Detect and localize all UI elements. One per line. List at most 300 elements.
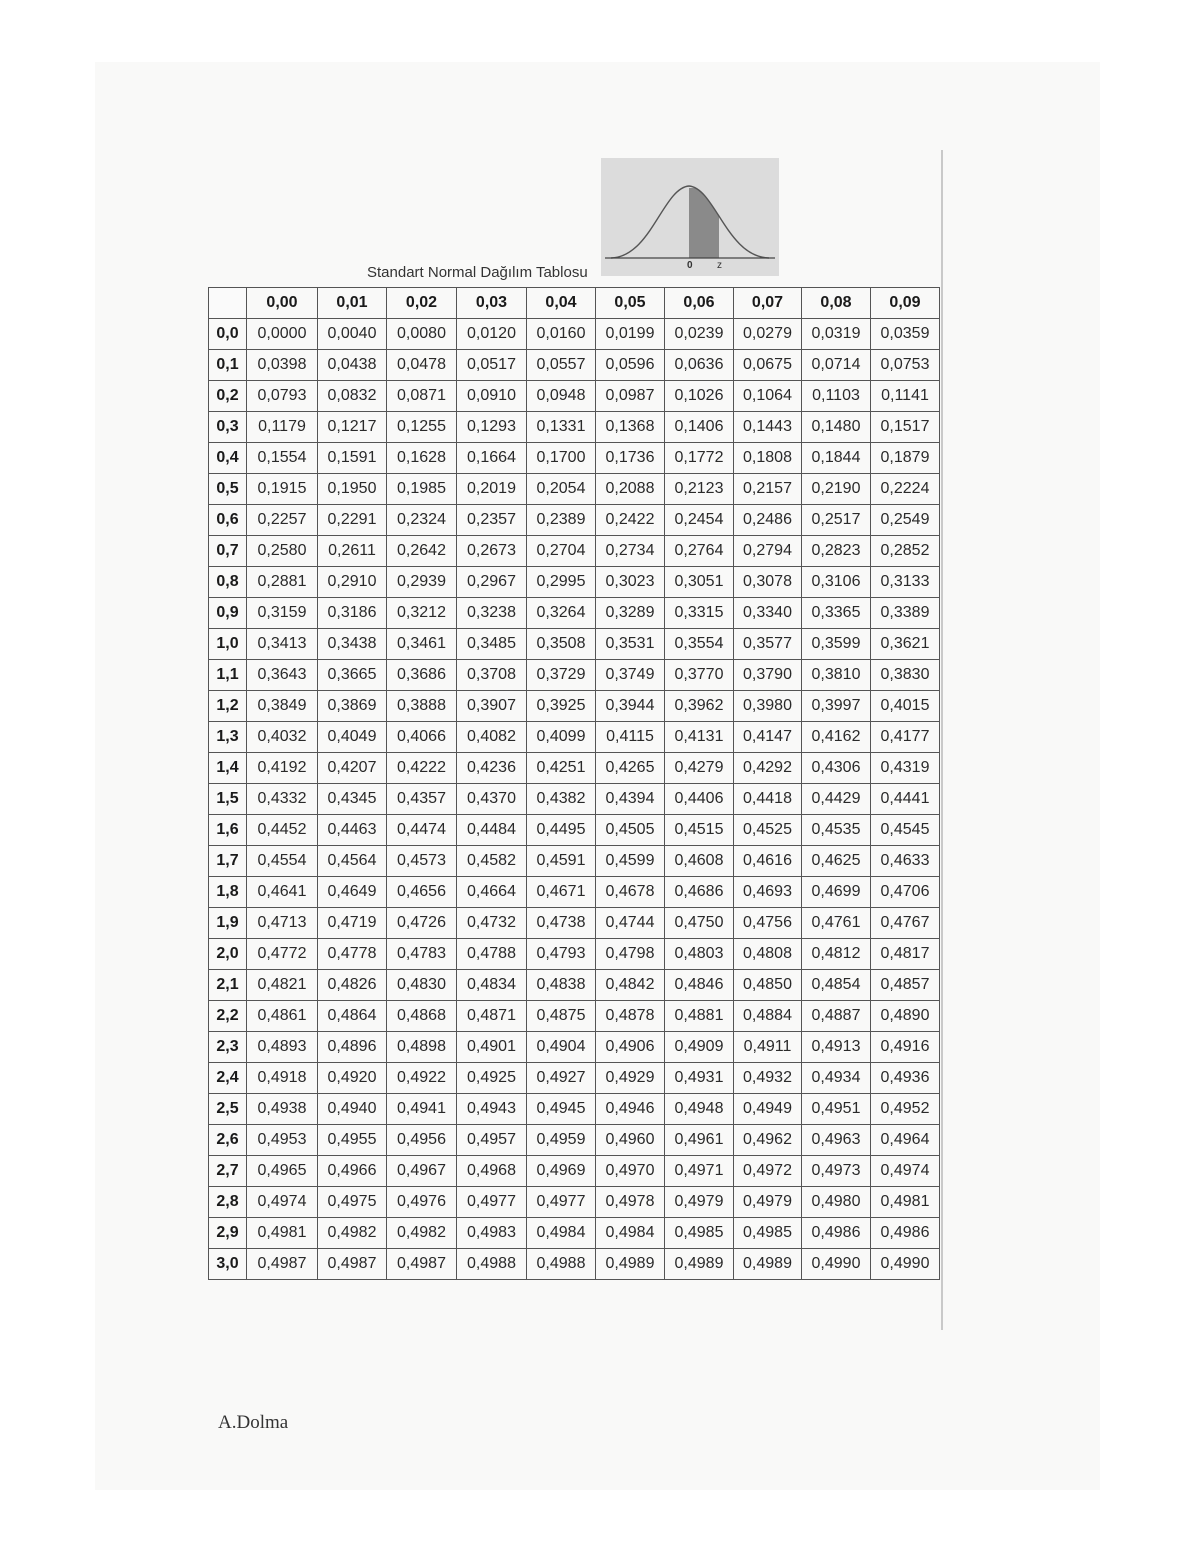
table-cell: 0,4980 <box>802 1187 871 1218</box>
row-header: 0,3 <box>209 412 247 443</box>
table-cell: 0,3485 <box>457 629 527 660</box>
table-cell: 0,4756 <box>734 908 802 939</box>
table-row <box>209 1094 940 1125</box>
table-cell: 0,4981 <box>871 1187 940 1218</box>
table-cell: 0,4599 <box>596 846 665 877</box>
column-header: 0,07 <box>734 288 802 319</box>
normal-curve-icon <box>601 158 779 276</box>
table-cell: 0,4382 <box>527 784 596 815</box>
table-cell: 0,4608 <box>665 846 734 877</box>
table-cell: 0,1443 <box>734 412 802 443</box>
table-cell: 0,4986 <box>871 1218 940 1249</box>
table-row <box>209 474 940 505</box>
table-cell: 0,4961 <box>665 1125 734 1156</box>
table-cell: 0,4983 <box>457 1218 527 1249</box>
table-cell: 0,0239 <box>665 319 734 350</box>
table-row <box>209 691 940 722</box>
table-cell: 0,4525 <box>734 815 802 846</box>
table-cell: 0,0080 <box>387 319 457 350</box>
row-header: 0,0 <box>209 319 247 350</box>
table-cell: 0,4778 <box>318 939 387 970</box>
table-cell: 0,4279 <box>665 753 734 784</box>
table-row <box>209 722 940 753</box>
table-cell: 0,0987 <box>596 381 665 412</box>
table-cell: 0,0596 <box>596 350 665 381</box>
table-cell: 0,1808 <box>734 443 802 474</box>
table-cell: 0,4988 <box>527 1249 596 1280</box>
row-header: 2,8 <box>209 1187 247 1218</box>
table-cell: 0,3365 <box>802 598 871 629</box>
table-row <box>209 1001 940 1032</box>
table-title: Standart Normal Dağılım Tablosu <box>367 264 588 281</box>
table-cell: 0,4990 <box>871 1249 940 1280</box>
row-header: 2,0 <box>209 939 247 970</box>
table-cell: 0,4505 <box>596 815 665 846</box>
table-cell: 0,4744 <box>596 908 665 939</box>
table-cell: 0,4955 <box>318 1125 387 1156</box>
table-cell: 0,4987 <box>318 1249 387 1280</box>
table-cell: 0,4982 <box>318 1218 387 1249</box>
row-header: 2,3 <box>209 1032 247 1063</box>
table-cell: 0,1255 <box>387 412 457 443</box>
table-cell: 0,3186 <box>318 598 387 629</box>
row-header: 1,6 <box>209 815 247 846</box>
table-cell: 0,2580 <box>247 536 318 567</box>
table-cell: 0,3315 <box>665 598 734 629</box>
table-cell: 0,4970 <box>596 1156 665 1187</box>
table-cell: 0,3944 <box>596 691 665 722</box>
table-cell: 0,1664 <box>457 443 527 474</box>
table-cell: 0,0000 <box>247 319 318 350</box>
table-row <box>209 1032 940 1063</box>
table-cell: 0,4147 <box>734 722 802 753</box>
table-cell: 0,3980 <box>734 691 802 722</box>
table-cell: 0,0832 <box>318 381 387 412</box>
table-cell: 0,2389 <box>527 505 596 536</box>
table-cell: 0,4918 <box>247 1063 318 1094</box>
table-row <box>209 784 940 815</box>
table-cell: 0,0279 <box>734 319 802 350</box>
table-cell: 0,3133 <box>871 567 940 598</box>
table-cell: 0,4554 <box>247 846 318 877</box>
table-cell: 0,3106 <box>802 567 871 598</box>
table-cell: 0,4032 <box>247 722 318 753</box>
table-cell: 0,3708 <box>457 660 527 691</box>
table-cell: 0,4987 <box>247 1249 318 1280</box>
table-cell: 0,4962 <box>734 1125 802 1156</box>
table-cell: 0,4898 <box>387 1032 457 1063</box>
row-header: 0,1 <box>209 350 247 381</box>
table-cell: 0,3997 <box>802 691 871 722</box>
table-cell: 0,2734 <box>596 536 665 567</box>
table-cell: 0,3621 <box>871 629 940 660</box>
column-header: 0,09 <box>871 288 940 319</box>
table-cell: 0,4934 <box>802 1063 871 1094</box>
table-row <box>209 1249 940 1280</box>
table-cell: 0,1736 <box>596 443 665 474</box>
table-cell: 0,4945 <box>527 1094 596 1125</box>
table-cell: 0,1293 <box>457 412 527 443</box>
table-cell: 0,4649 <box>318 877 387 908</box>
table-cell: 0,4357 <box>387 784 457 815</box>
table-cell: 0,4693 <box>734 877 802 908</box>
table-cell: 0,1950 <box>318 474 387 505</box>
table-cell: 0,1406 <box>665 412 734 443</box>
table-cell: 0,4871 <box>457 1001 527 1032</box>
table-cell: 0,4979 <box>665 1187 734 1218</box>
table-cell: 0,4099 <box>527 722 596 753</box>
table-cell: 0,0120 <box>457 319 527 350</box>
table-row <box>209 908 940 939</box>
table-cell: 0,2486 <box>734 505 802 536</box>
table-cell: 0,1915 <box>247 474 318 505</box>
table-cell: 0,4893 <box>247 1032 318 1063</box>
shaded-area <box>689 188 719 260</box>
table-cell: 0,4515 <box>665 815 734 846</box>
table-cell: 0,1591 <box>318 443 387 474</box>
table-cell: 0,3389 <box>871 598 940 629</box>
table-cell: 0,3289 <box>596 598 665 629</box>
table-cell: 0,4857 <box>871 970 940 1001</box>
table-cell: 0,4783 <box>387 939 457 970</box>
table-cell: 0,4904 <box>527 1032 596 1063</box>
table-row <box>209 1187 940 1218</box>
table-cell: 0,1700 <box>527 443 596 474</box>
table-cell: 0,4936 <box>871 1063 940 1094</box>
table-cell: 0,3869 <box>318 691 387 722</box>
row-header: 0,6 <box>209 505 247 536</box>
table-cell: 0,4732 <box>457 908 527 939</box>
table-cell: 0,4699 <box>802 877 871 908</box>
table-cell: 0,4332 <box>247 784 318 815</box>
table-cell: 0,4974 <box>247 1187 318 1218</box>
table-cell: 0,3051 <box>665 567 734 598</box>
column-header: 0,06 <box>665 288 734 319</box>
table-cell: 0,4798 <box>596 939 665 970</box>
table-cell: 0,4965 <box>247 1156 318 1187</box>
table-cell: 0,0675 <box>734 350 802 381</box>
table-cell: 0,2995 <box>527 567 596 598</box>
table-cell: 0,4890 <box>871 1001 940 1032</box>
table-cell: 0,3599 <box>802 629 871 660</box>
table-cell: 0,3159 <box>247 598 318 629</box>
table-cell: 0,0040 <box>318 319 387 350</box>
table-cell: 0,4573 <box>387 846 457 877</box>
table-cell: 0,4985 <box>734 1218 802 1249</box>
row-header: 2,5 <box>209 1094 247 1125</box>
table-row <box>209 660 940 691</box>
table-cell: 0,4616 <box>734 846 802 877</box>
column-header: 0,05 <box>596 288 665 319</box>
table-row <box>209 505 940 536</box>
table-cell: 0,4940 <box>318 1094 387 1125</box>
table-cell: 0,0517 <box>457 350 527 381</box>
table-cell: 0,0478 <box>387 350 457 381</box>
table-row <box>209 877 940 908</box>
table-cell: 0,4922 <box>387 1063 457 1094</box>
table-row <box>209 1125 940 1156</box>
table-cell: 0,4834 <box>457 970 527 1001</box>
table-cell: 0,4972 <box>734 1156 802 1187</box>
table-row <box>209 1156 940 1187</box>
table-cell: 0,4901 <box>457 1032 527 1063</box>
table-cell: 0,4931 <box>665 1063 734 1094</box>
table-cell: 0,4015 <box>871 691 940 722</box>
table-cell: 0,3830 <box>871 660 940 691</box>
table-row <box>209 970 940 1001</box>
table-cell: 0,1480 <box>802 412 871 443</box>
table-cell: 0,3790 <box>734 660 802 691</box>
table-cell: 0,3686 <box>387 660 457 691</box>
normal-curve-figure <box>601 158 779 276</box>
table-cell: 0,1103 <box>802 381 871 412</box>
table-cell: 0,3962 <box>665 691 734 722</box>
table-cell: 0,4964 <box>871 1125 940 1156</box>
table-cell: 0,4418 <box>734 784 802 815</box>
table-cell: 0,4948 <box>665 1094 734 1125</box>
table-cell: 0,4969 <box>527 1156 596 1187</box>
table-cell: 0,0714 <box>802 350 871 381</box>
table-cell: 0,4971 <box>665 1156 734 1187</box>
table-cell: 0,4177 <box>871 722 940 753</box>
table-cell: 0,3264 <box>527 598 596 629</box>
table-cell: 0,1628 <box>387 443 457 474</box>
table-cell: 0,4656 <box>387 877 457 908</box>
table-cell: 0,4985 <box>665 1218 734 1249</box>
table-cell: 0,4236 <box>457 753 527 784</box>
table-row <box>209 598 940 629</box>
table-cell: 0,3770 <box>665 660 734 691</box>
table-cell: 0,4952 <box>871 1094 940 1125</box>
row-header: 0,7 <box>209 536 247 567</box>
row-header: 3,0 <box>209 1249 247 1280</box>
table-cell: 0,4850 <box>734 970 802 1001</box>
table-cell: 0,4452 <box>247 815 318 846</box>
table-cell: 0,4319 <box>871 753 940 784</box>
table-cell: 0,2291 <box>318 505 387 536</box>
table-cell: 0,3925 <box>527 691 596 722</box>
table-cell: 0,4495 <box>527 815 596 846</box>
table-cell: 0,1217 <box>318 412 387 443</box>
table-cell: 0,2224 <box>871 474 940 505</box>
table-cell: 0,4968 <box>457 1156 527 1187</box>
table-cell: 0,1331 <box>527 412 596 443</box>
table-cell: 0,3810 <box>802 660 871 691</box>
table-cell: 0,4986 <box>802 1218 871 1249</box>
table-cell: 0,4049 <box>318 722 387 753</box>
table-cell: 0,4788 <box>457 939 527 970</box>
table-cell: 0,2517 <box>802 505 871 536</box>
table-cell: 0,4706 <box>871 877 940 908</box>
table-cell: 0,1517 <box>871 412 940 443</box>
table-cell: 0,4963 <box>802 1125 871 1156</box>
table-cell: 0,4738 <box>527 908 596 939</box>
table-cell: 0,2019 <box>457 474 527 505</box>
table-cell: 0,1141 <box>871 381 940 412</box>
table-cell: 0,4830 <box>387 970 457 1001</box>
table-cell: 0,0871 <box>387 381 457 412</box>
table-cell: 0,4441 <box>871 784 940 815</box>
table-cell: 0,4678 <box>596 877 665 908</box>
table-cell: 0,4979 <box>734 1187 802 1218</box>
page-edge-line <box>941 150 943 1330</box>
table-row <box>209 846 940 877</box>
table-cell: 0,4966 <box>318 1156 387 1187</box>
table-cell: 0,4977 <box>527 1187 596 1218</box>
table-cell: 0,4750 <box>665 908 734 939</box>
table-cell: 0,0636 <box>665 350 734 381</box>
table-cell: 0,4974 <box>871 1156 940 1187</box>
table-cell: 0,4761 <box>802 908 871 939</box>
table-cell: 0,4803 <box>665 939 734 970</box>
row-header: 1,7 <box>209 846 247 877</box>
row-header: 2,1 <box>209 970 247 1001</box>
table-cell: 0,4953 <box>247 1125 318 1156</box>
table-cell: 0,4960 <box>596 1125 665 1156</box>
table-cell: 0,3849 <box>247 691 318 722</box>
table-row <box>209 381 940 412</box>
table-cell: 0,4394 <box>596 784 665 815</box>
table-cell: 0,3907 <box>457 691 527 722</box>
table-row <box>209 536 940 567</box>
table-cell: 0,4932 <box>734 1063 802 1094</box>
table-cell: 0,4973 <box>802 1156 871 1187</box>
table-cell: 0,3888 <box>387 691 457 722</box>
table-cell: 0,0910 <box>457 381 527 412</box>
table-cell: 0,4987 <box>387 1249 457 1280</box>
table-row <box>209 319 940 350</box>
table-cell: 0,4066 <box>387 722 457 753</box>
row-header: 2,4 <box>209 1063 247 1094</box>
table-cell: 0,4975 <box>318 1187 387 1218</box>
table-cell: 0,4370 <box>457 784 527 815</box>
table-cell: 0,4545 <box>871 815 940 846</box>
table-cell: 0,4713 <box>247 908 318 939</box>
table-cell: 0,0438 <box>318 350 387 381</box>
table-cell: 0,4633 <box>871 846 940 877</box>
column-header: 0,02 <box>387 288 457 319</box>
table-cell: 0,4978 <box>596 1187 665 1218</box>
table-cell: 0,4821 <box>247 970 318 1001</box>
table-cell: 0,3340 <box>734 598 802 629</box>
table-cell: 0,4864 <box>318 1001 387 1032</box>
table-cell: 0,4564 <box>318 846 387 877</box>
row-header: 1,8 <box>209 877 247 908</box>
table-cell: 0,0199 <box>596 319 665 350</box>
row-header: 1,2 <box>209 691 247 722</box>
table-cell: 0,0319 <box>802 319 871 350</box>
table-cell: 0,4641 <box>247 877 318 908</box>
table-cell: 0,3643 <box>247 660 318 691</box>
table-cell: 0,2454 <box>665 505 734 536</box>
table-cell: 0,3554 <box>665 629 734 660</box>
table-cell: 0,4772 <box>247 939 318 970</box>
table-cell: 0,4875 <box>527 1001 596 1032</box>
table-cell: 0,4989 <box>734 1249 802 1280</box>
table-cell: 0,4838 <box>527 970 596 1001</box>
table-cell: 0,4842 <box>596 970 665 1001</box>
table-cell: 0,4938 <box>247 1094 318 1125</box>
table-cell: 0,2549 <box>871 505 940 536</box>
table-cell: 0,3212 <box>387 598 457 629</box>
table-cell: 0,0398 <box>247 350 318 381</box>
table-cell: 0,2257 <box>247 505 318 536</box>
table-cell: 0,4429 <box>802 784 871 815</box>
table-cell: 0,4474 <box>387 815 457 846</box>
table-cell: 0,4292 <box>734 753 802 784</box>
table-cell: 0,2910 <box>318 567 387 598</box>
table-cell: 0,4719 <box>318 908 387 939</box>
table-cell: 0,4984 <box>596 1218 665 1249</box>
table-cell: 0,2054 <box>527 474 596 505</box>
table-cell: 0,4793 <box>527 939 596 970</box>
table-cell: 0,4115 <box>596 722 665 753</box>
table-cell: 0,4082 <box>457 722 527 753</box>
row-header: 2,7 <box>209 1156 247 1187</box>
table-cell: 0,4826 <box>318 970 387 1001</box>
table-row <box>209 753 940 784</box>
row-header: 2,6 <box>209 1125 247 1156</box>
table-cell: 0,2823 <box>802 536 871 567</box>
table-cell: 0,4207 <box>318 753 387 784</box>
table-cell: 0,2704 <box>527 536 596 567</box>
table-cell: 0,3413 <box>247 629 318 660</box>
table-cell: 0,3023 <box>596 567 665 598</box>
table-cell: 0,2422 <box>596 505 665 536</box>
table-cell: 0,4131 <box>665 722 734 753</box>
table-cell: 0,4896 <box>318 1032 387 1063</box>
table-cell: 0,4982 <box>387 1218 457 1249</box>
table-cell: 0,3729 <box>527 660 596 691</box>
table-cell: 0,1026 <box>665 381 734 412</box>
table-cell: 0,4812 <box>802 939 871 970</box>
table-cell: 0,2673 <box>457 536 527 567</box>
table-cell: 0,2881 <box>247 567 318 598</box>
table-row <box>209 350 940 381</box>
table-cell: 0,4582 <box>457 846 527 877</box>
table-cell: 0,4463 <box>318 815 387 846</box>
table-cell: 0,4977 <box>457 1187 527 1218</box>
corner-cell <box>209 288 247 319</box>
table-cell: 0,4854 <box>802 970 871 1001</box>
table-row <box>209 815 940 846</box>
row-header: 2,9 <box>209 1218 247 1249</box>
table-row <box>209 412 940 443</box>
table-cell: 0,4192 <box>247 753 318 784</box>
table-cell: 0,4989 <box>596 1249 665 1280</box>
table-cell: 0,1064 <box>734 381 802 412</box>
table-cell: 0,2794 <box>734 536 802 567</box>
row-header: 1,4 <box>209 753 247 784</box>
table-cell: 0,1368 <box>596 412 665 443</box>
table-cell: 0,3238 <box>457 598 527 629</box>
table-cell: 0,0793 <box>247 381 318 412</box>
table-cell: 0,4726 <box>387 908 457 939</box>
table-cell: 0,2088 <box>596 474 665 505</box>
table-cell: 0,4817 <box>871 939 940 970</box>
table-cell: 0,4868 <box>387 1001 457 1032</box>
author-signature: A.Dolma <box>218 1412 289 1433</box>
table-cell: 0,4990 <box>802 1249 871 1280</box>
table-cell: 0,4956 <box>387 1125 457 1156</box>
table-cell: 0,4535 <box>802 815 871 846</box>
table-cell: 0,4913 <box>802 1032 871 1063</box>
table-cell: 0,4591 <box>527 846 596 877</box>
table-row <box>209 1063 940 1094</box>
table-cell: 0,0948 <box>527 381 596 412</box>
column-header: 0,01 <box>318 288 387 319</box>
table-cell: 0,4951 <box>802 1094 871 1125</box>
